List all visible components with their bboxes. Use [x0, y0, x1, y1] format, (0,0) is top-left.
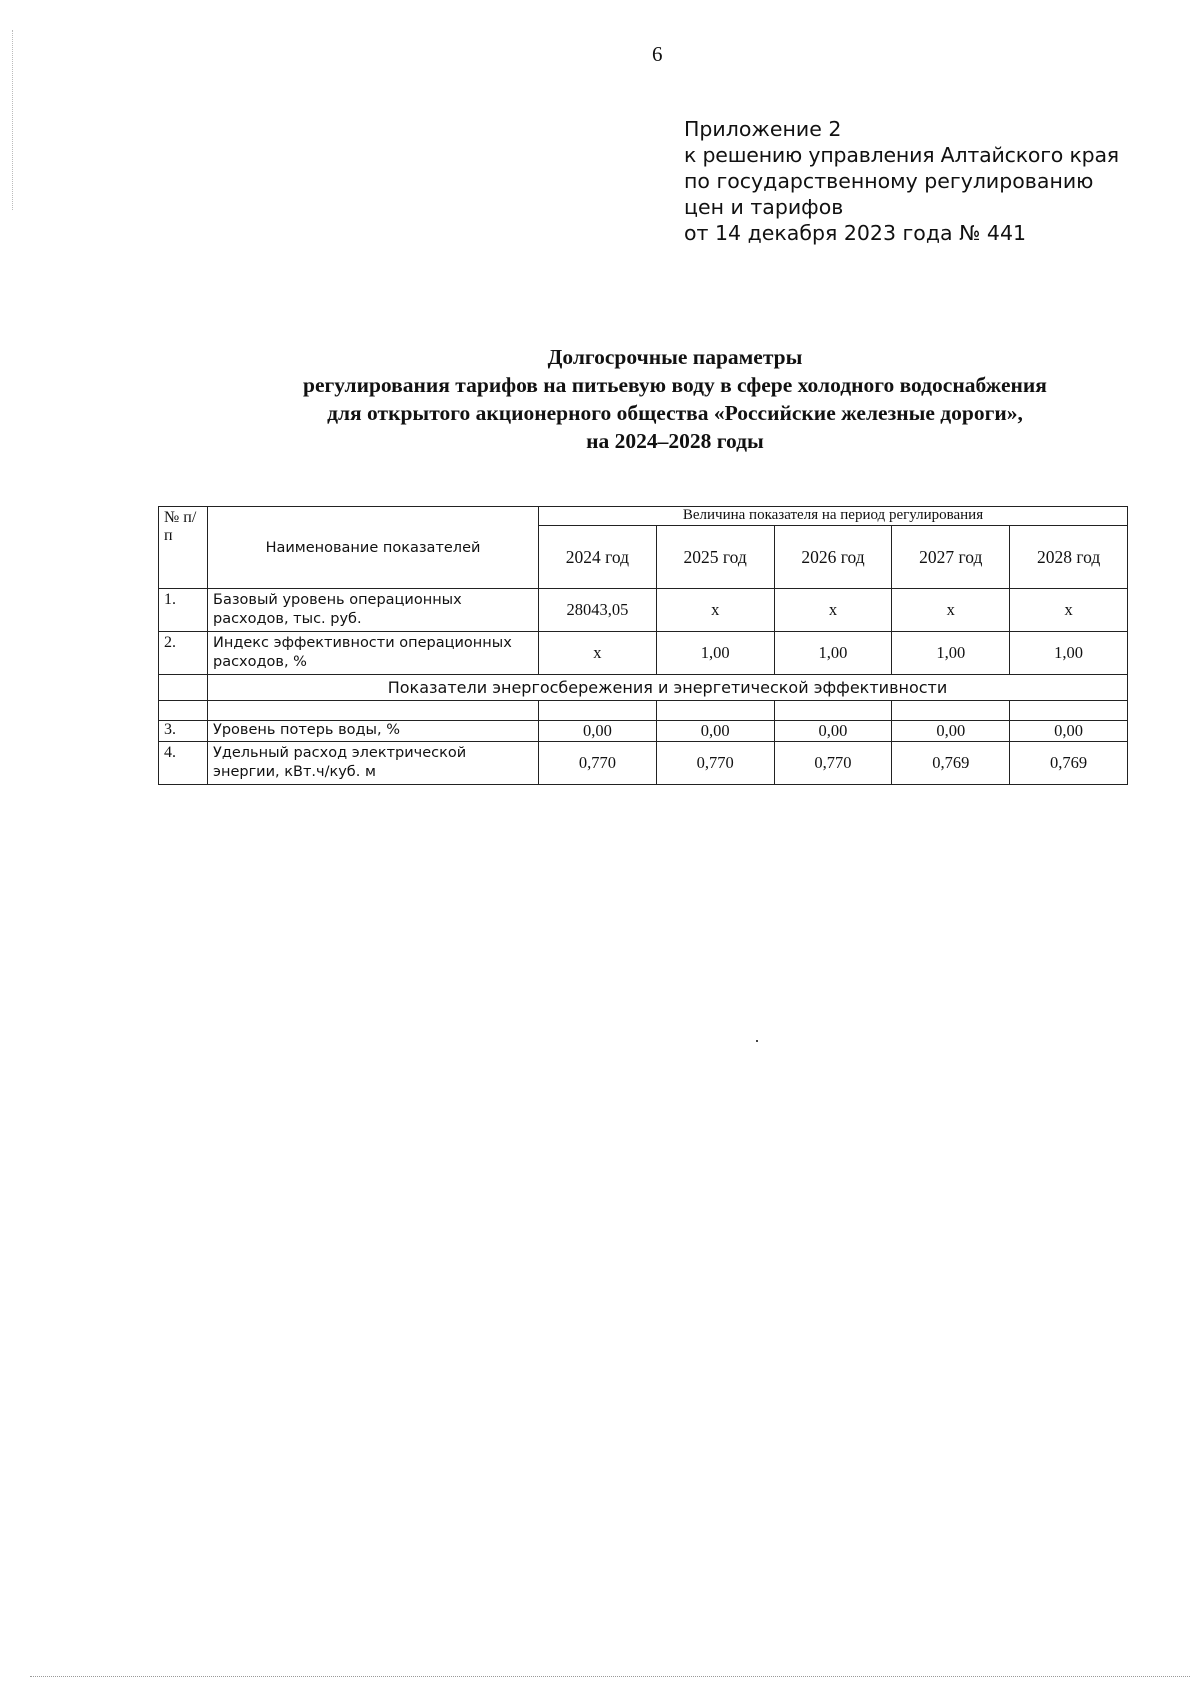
year-header: 2028 год: [1010, 526, 1128, 589]
appendix-block: [684, 116, 1119, 246]
row-value: х: [1010, 589, 1128, 632]
appendix-line: цен и тарифов: [684, 195, 844, 219]
title-line: на 2024–2028 годы: [586, 429, 764, 453]
section-row: [159, 675, 1128, 701]
row-value: х: [892, 589, 1010, 632]
year-header: 2026 год: [774, 526, 892, 589]
row-name: Базовый уровень операционных расходов, тыс. руб.: [208, 589, 539, 632]
row-value: 0,770: [774, 742, 892, 785]
page-number: 6: [652, 42, 663, 66]
appendix-line: от 14 декабря 2023 года № 441: [684, 221, 1027, 245]
parameters-table: [158, 506, 1128, 785]
row-value: х: [539, 632, 657, 675]
row-value: 0,00: [774, 721, 892, 742]
row-value: 0,00: [656, 721, 774, 742]
row-value: 1,00: [774, 632, 892, 675]
row-value: 0,00: [892, 721, 1010, 742]
year-header: 2024 год: [539, 526, 657, 589]
appendix-line: по государственному регулированию: [684, 169, 1094, 193]
row-value: х: [656, 589, 774, 632]
table-header-row: [159, 507, 1128, 526]
scan-edge-mark: [30, 1676, 1190, 1677]
title-line: для открытого акционерного общества «Российские железные дороги»,: [327, 401, 1023, 425]
table-row: [159, 632, 1128, 675]
row-name: Индекс эффективности операционных расходов, %: [208, 632, 539, 675]
row-value: 0,00: [539, 721, 657, 742]
header-name: Наименование показателей: [208, 507, 539, 589]
row-name: Удельный расход электрической энергии, кВт.ч/куб. м: [208, 742, 539, 785]
title-line: Долгосрочные параметры: [547, 345, 803, 369]
year-header: 2025 год: [656, 526, 774, 589]
document-title: [150, 343, 1200, 455]
section-label: Показатели энергосбережения и энергетической эффективности: [208, 675, 1128, 701]
row-num: 3.: [159, 721, 208, 742]
table-row: [159, 742, 1128, 785]
row-value: 0,769: [892, 742, 1010, 785]
scan-speck: [756, 1040, 758, 1042]
row-value: 0,00: [1010, 721, 1128, 742]
row-value: 1,00: [656, 632, 774, 675]
blank-cell: [1010, 701, 1128, 721]
blank-cell: [159, 701, 208, 721]
blank-cell: [656, 701, 774, 721]
header-period: Величина показателя на период регулирования: [539, 507, 1128, 526]
year-header: 2027 год: [892, 526, 1010, 589]
row-num: 4.: [159, 742, 208, 785]
blank-row: [159, 701, 1128, 721]
table-row: [159, 589, 1128, 632]
appendix-line: Приложение 2: [684, 117, 842, 141]
row-value: 0,770: [656, 742, 774, 785]
blank-cell: [892, 701, 1010, 721]
blank-cell: [208, 701, 539, 721]
blank-cell: [774, 701, 892, 721]
row-num: 2.: [159, 632, 208, 675]
row-num: 1.: [159, 589, 208, 632]
header-num: № п/п: [159, 507, 208, 589]
title-line: регулирования тарифов на питьевую воду в сфере холодного водоснабжения: [303, 373, 1047, 397]
table-row: [159, 721, 1128, 742]
section-empty-cell: [159, 675, 208, 701]
row-value: 0,769: [1010, 742, 1128, 785]
row-name: Уровень потерь воды, %: [208, 721, 539, 742]
row-value: 28043,05: [539, 589, 657, 632]
blank-cell: [539, 701, 657, 721]
row-value: 0,770: [539, 742, 657, 785]
appendix-line: к решению управления Алтайского края: [684, 143, 1119, 167]
row-value: х: [774, 589, 892, 632]
scan-edge-mark: [12, 30, 13, 210]
row-value: 1,00: [1010, 632, 1128, 675]
row-value: 1,00: [892, 632, 1010, 675]
